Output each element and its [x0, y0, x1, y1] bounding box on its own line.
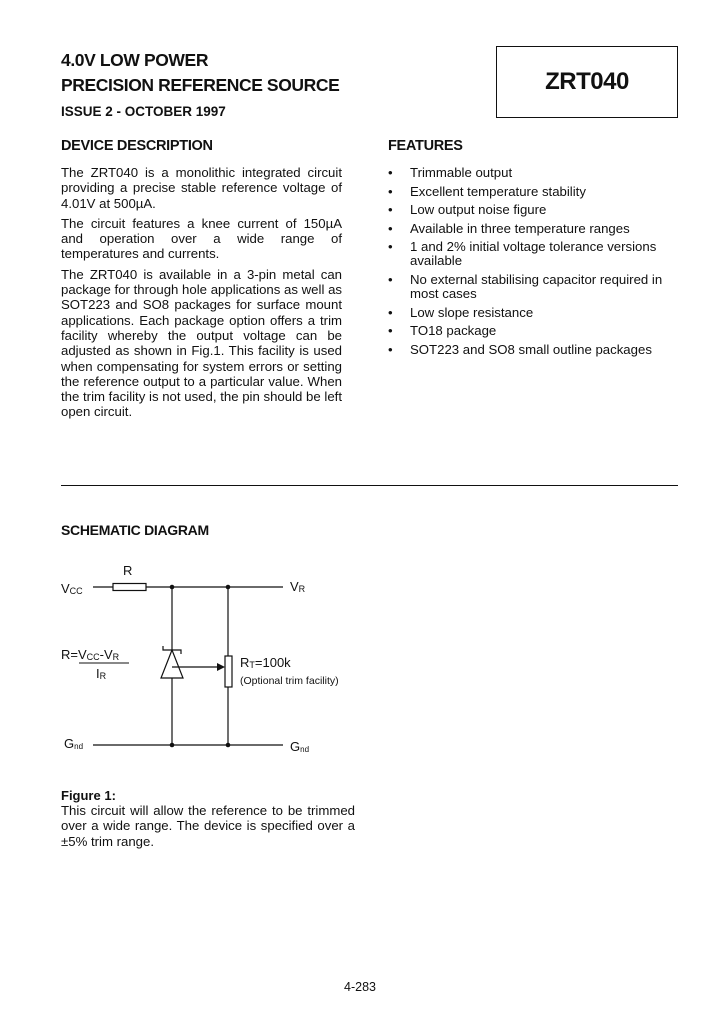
issue-date: ISSUE 2 - OCTOBER 1997 — [61, 104, 226, 119]
page-number: 4-283 — [344, 980, 376, 994]
label-r: R — [123, 563, 133, 578]
features-heading: FEATURES — [388, 138, 463, 154]
label-optional-trim: (Optional trim facility) — [240, 675, 339, 687]
bullet-icon: • — [388, 183, 393, 199]
feature-text: Available in three temperature ranges — [410, 220, 630, 236]
description-paragraph: The ZRT040 is available in a 3-pin metal can package for through hole applications as well as SOT223 and SO8 packages for surface mount applications. Each package option offers a trim facility whereby the output voltage can be adjusted as shown in Fig.1. This facility is used when compensating for system errors or setting the reference output to a particular value. When the trim facility is not used, the pin should be left open circuit. — [61, 266, 342, 420]
formula-s1: CC — [86, 652, 100, 662]
label-formula-denominator — [96, 666, 107, 681]
label-rt — [240, 655, 291, 670]
feature-text: 1 and 2% initial voltage tolerance versions available — [410, 239, 657, 269]
title-line-2: PRECISION REFERENCE SOURCE — [61, 75, 340, 95]
bullet-icon: • — [388, 271, 393, 287]
wiper-arrow-icon — [217, 663, 225, 671]
feature-text: No external stabilising capacitor required in most cases — [410, 271, 663, 301]
formula-v1: V — [77, 647, 87, 662]
label-vr-main: V — [290, 579, 299, 594]
figure-caption: This circuit will allow the reference to be trimmed over a wide range. The device is specified over a ±5% trim range. — [61, 803, 355, 849]
label-rt-sub: T — [249, 660, 255, 670]
label-rt-value: =100k — [254, 655, 291, 670]
formula-den-sub: R — [99, 671, 107, 681]
bullet-icon: • — [388, 341, 393, 357]
label-formula-numerator — [61, 647, 120, 662]
formula-s2: R — [112, 652, 120, 662]
device-description-heading: DEVICE DESCRIPTION — [61, 138, 213, 154]
bullet-icon: • — [388, 304, 393, 320]
bullet-icon: • — [388, 165, 393, 180]
bullet-icon: • — [388, 202, 393, 218]
label-vcc-sub: CC — [69, 586, 83, 596]
label-vcc-main: V — [61, 581, 70, 596]
label-vcc — [61, 581, 83, 596]
label-rt-main: R — [240, 655, 250, 670]
bullet-icon: • — [388, 239, 393, 255]
title-line-1: 4.0V LOW POWER — [61, 50, 209, 70]
feature-text: SOT223 and SO8 small outline packages — [410, 341, 652, 357]
label-vr-sub: R — [298, 584, 306, 594]
bullet-icon: • — [388, 323, 393, 339]
part-number: ZRT040 — [545, 68, 629, 95]
feature-text: TO18 package — [410, 323, 497, 339]
label-gnd-left — [64, 736, 83, 751]
bullet-icon: • — [388, 220, 393, 236]
feature-text: Excellent temperature stability — [410, 183, 586, 199]
label-gnd-right-sub: nd — [300, 745, 310, 754]
feature-text: Trimmable output — [410, 165, 513, 180]
label-gnd-left-main: G — [64, 736, 75, 751]
description-paragraph: The ZRT040 is a monolithic integrated circuit providing a precise stable reference voltage of 4.01V at 500µA. — [61, 165, 342, 211]
resistor-r — [113, 584, 146, 591]
feature-text: Low output noise figure — [410, 202, 547, 218]
description-paragraph: The circuit features a knee current of 150µA and operation over a wide range of temperatures and currents. — [61, 215, 342, 262]
label-vr — [290, 579, 306, 594]
formula-den-main: I — [96, 666, 100, 681]
schematic-heading: SCHEMATIC DIAGRAM — [61, 522, 209, 538]
trim-potentiometer — [225, 656, 232, 687]
formula-prefix: R= — [61, 647, 78, 662]
feature-text: Low slope resistance — [410, 304, 534, 320]
label-gnd-left-sub: nd — [74, 742, 84, 751]
label-gnd-right — [290, 739, 309, 754]
reference-diode-icon — [161, 650, 183, 678]
formula-dash: -V — [99, 647, 113, 662]
figure-title: Figure 1: — [61, 788, 116, 803]
label-gnd-right-main: G — [290, 739, 301, 754]
